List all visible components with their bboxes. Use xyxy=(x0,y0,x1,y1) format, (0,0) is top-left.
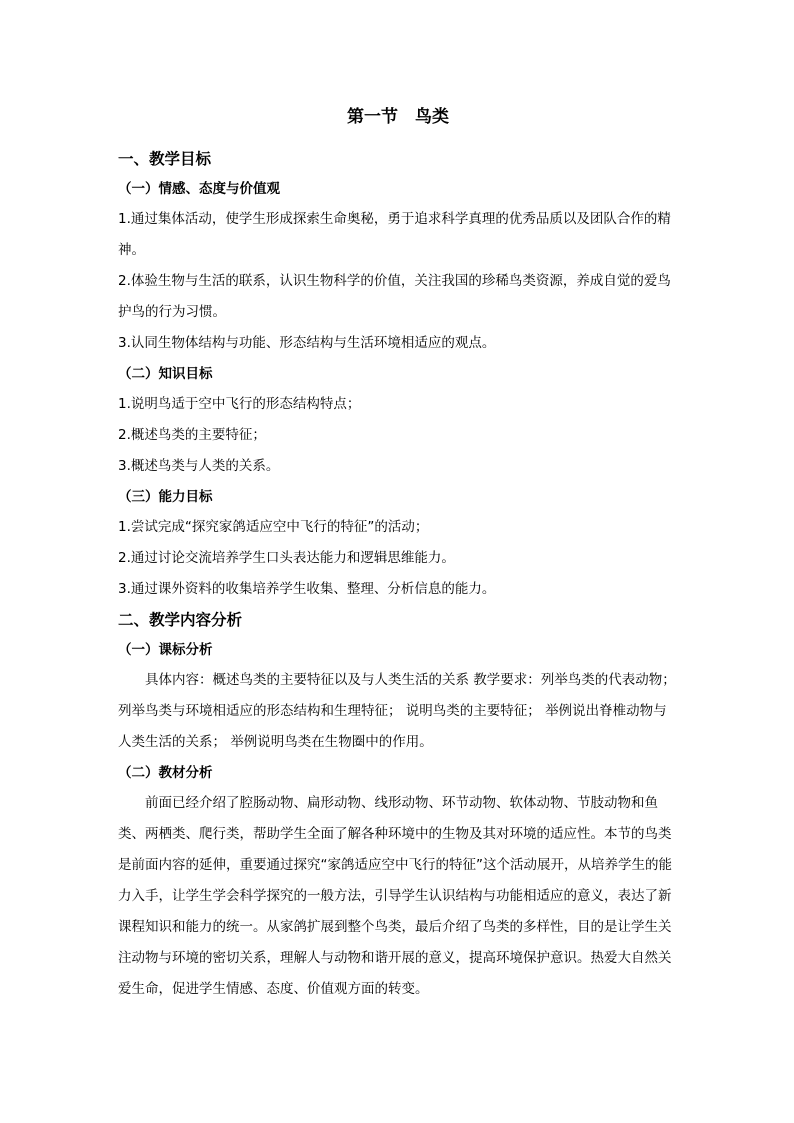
section-heading-content-analysis: 二、教学内容分析 xyxy=(118,611,243,629)
document-page xyxy=(118,100,678,1005)
paragraph: 1.尝试完成“探究家鸽适应空中飞行的特征”的活动； xyxy=(118,519,429,535)
paragraph: 3.认同生物体结构与功能、形态结构与生活环境相适应的观点。 xyxy=(118,335,496,351)
document-title: 第一节 鸟类 xyxy=(347,107,449,127)
paragraph: 2.通过讨论交流培养学生口头表达能力和逻辑思维能力。 xyxy=(118,550,455,566)
section-heading-teaching-goals: 一、教学目标 xyxy=(118,150,212,168)
subsection-heading-curriculum: （一）课标分析 xyxy=(118,642,213,658)
subsection-heading-attitude: （一）情感、态度与价值观 xyxy=(118,181,280,197)
subsection-heading-knowledge: （二）知识目标 xyxy=(118,366,213,382)
paragraph: 1.说明鸟适于空中飞行的形态结构特点； xyxy=(118,396,361,412)
paragraph: 前面已经介绍了腔肠动物、扁形动物、线形动物、环节动物、软体动物、节肢动物和鱼类、两栖类、爬行类，帮助学生全面了解各种环境中的生物及其对环境的适应性。本节的鸟类是前面内容的延伸，重要通过探究“家鸽适应空中飞行的特征”这个活动展开，从培养学生的能力入手，让学生学会科学探究的一般方法，引导学生认识结构与功能相适应的意义，表达了新课程知识和能力的统一。从家鸽扩展到整个鸟类，最后介绍了鸟类的多样性，目的是让学生关注动物与环境的密切关系，理解人与动物和谐开展的意义，提高环境保护意识。热爱大自然关爱生命，促进学生情感、态度、价值观方面的转变。 xyxy=(118,795,672,997)
subsection-heading-textbook: （二）教材分析 xyxy=(118,765,213,781)
paragraph: 3.概述鸟类与人类的关系。 xyxy=(118,458,280,474)
paragraph: 1.通过集体活动，使学生形成探索生命奥秘，勇于追求科学真理的优秀品质以及团队合作的精神。 xyxy=(118,211,671,258)
paragraph: 具体内容：概述鸟类的主要特征以及与人类生活的关系 教学要求：列举鸟类的代表动物； 列举鸟类与环境相适应的形态结构和生理特征； 说明鸟类的主要特征； 举例说出脊椎动物与人类生活的关系； 举例说明鸟类在生物圈中的作用。 xyxy=(118,672,676,750)
paragraph: 3.通过课外资料的收集培养学生收集、整理、分析信息的能力。 xyxy=(118,581,496,597)
subsection-heading-ability: （三）能力目标 xyxy=(118,489,213,505)
paragraph: 2.概述鸟类的主要特征； xyxy=(118,427,266,443)
paragraph: 2.体验生物与生活的联系，认识生物科学的价值，关注我国的珍稀鸟类资源，养成自觉的爱鸟护鸟的行为习惯。 xyxy=(118,273,671,320)
